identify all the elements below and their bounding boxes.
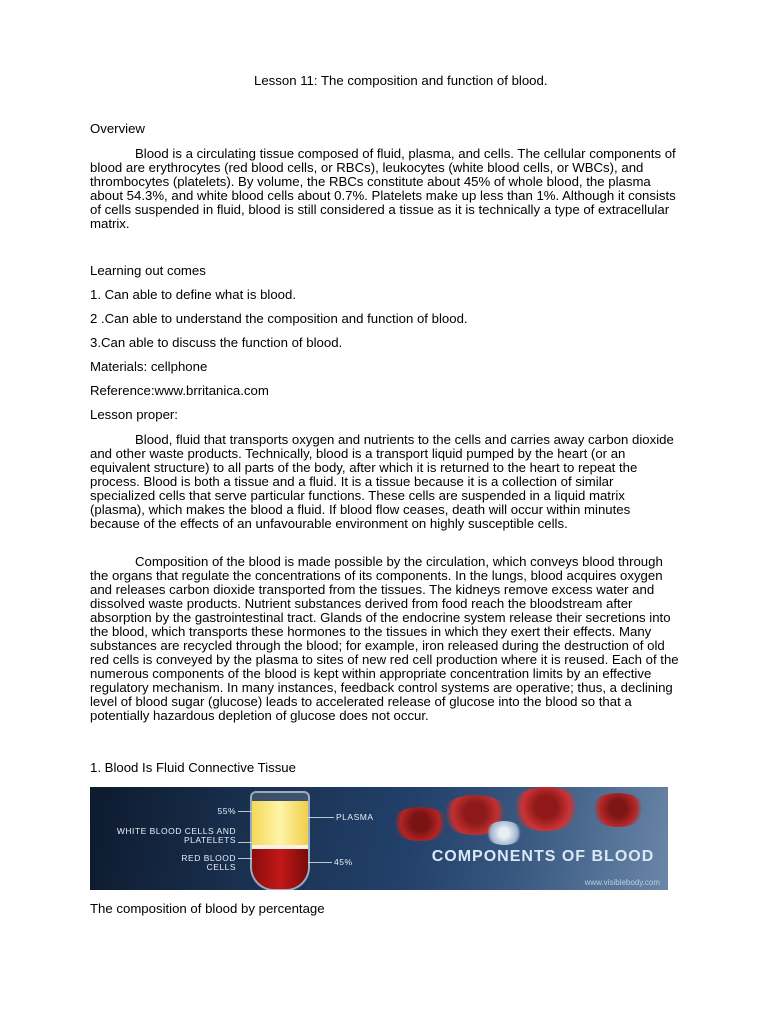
label-55-percent: 55% bbox=[217, 806, 236, 816]
components-of-blood-title: COMPONENTS OF BLOOD bbox=[431, 848, 655, 865]
outcome-item-1: 1. Can able to define what is blood. bbox=[90, 287, 297, 302]
label-45-percent: 45% bbox=[334, 857, 353, 867]
materials-line: Materials: cellphone bbox=[90, 359, 208, 374]
outcome-item-3: 3.Can able to discuss the function of blood. bbox=[90, 335, 343, 350]
section-heading: 1. Blood Is Fluid Connective Tissue bbox=[90, 760, 296, 775]
lesson-paragraph-1 bbox=[90, 433, 680, 531]
overview-heading: Overview bbox=[90, 121, 145, 136]
label-white-blood-cells: WHITE BLOOD CELLS AND PLATELETS bbox=[116, 826, 236, 845]
red-cell-graphic bbox=[590, 793, 646, 827]
test-tube-graphic bbox=[250, 791, 310, 890]
leader-line bbox=[238, 858, 252, 859]
red-cell-graphic bbox=[510, 787, 582, 831]
overview-text: Blood is a circulating tissue composed of fluid, plasma, and cells. The cellular components of blood are erythrocytes (red blood cells, or RBCs), leukocytes (white blood cells, or WBCs), and thrombocytes (platelets). By volume, the RBCs constitute about 45% of whole blood, the plasma about 54.3%, and white blood cells about 0.7%. Platelets make up less than 1%. Although it consists of cells suspended in fluid, blood is still considered a tissue as it is technically a type of extracellular matrix. bbox=[90, 146, 676, 231]
label-plasma: PLASMA bbox=[336, 812, 374, 822]
white-cell-graphic bbox=[485, 821, 523, 845]
label-red-blood-cells: RED BLOOD CELLS bbox=[181, 853, 236, 872]
plasma-layer bbox=[252, 801, 308, 845]
lesson-paragraph-1-text: Blood, fluid that transports oxygen and nutrients to the cells and carries away carbon dioxide and other waste products. Technically, blood is a transport liquid pumped by the heart (or an equivalent structure) to all parts of the body, after which it is returned to the heart to repeat the process. Blood is both a tissue and a fluid. It is a tissue because it is a collection of similar specialized cells that serve particular functions. These cells are suspended in a liquid matrix (plasma), which makes the blood a fluid. If blood flow ceases, death will occur within minutes because of the effects of an unfavourable environment on highly susceptible cells. bbox=[90, 432, 674, 531]
lesson-proper-heading: Lesson proper: bbox=[90, 407, 178, 422]
outcome-item-2: 2 .Can able to understand the composition and function of blood. bbox=[90, 311, 468, 326]
figure-caption: The composition of blood by percentage bbox=[90, 901, 325, 916]
leader-line bbox=[308, 862, 332, 863]
leader-line bbox=[238, 842, 252, 843]
leader-line bbox=[238, 811, 252, 812]
lesson-paragraph-2 bbox=[90, 555, 680, 723]
reference-line: Reference:www.brritanica.com bbox=[90, 383, 269, 398]
learning-outcomes-heading: Learning out comes bbox=[90, 263, 206, 278]
lesson-paragraph-2-text: Composition of the blood is made possible by the circulation, which conveys blood through the organs that regulate the concentrations of its components. In the lungs, blood acquires oxygen and releases carbon dioxide transported from the tissues. The kidneys remove excess water and dissolved waste products. Nutrient substances derived from food reach the bloodstream after absorption by the gastrointestinal tract. Glands of the endocrine system release their secretions into the blood, which transports these hormones to the tissues in which they exert their effects. Many substances are recycled through the blood; for example, iron released during the destruction of old red cells is conveyed by the plasma to sites of new red cell production where it is reused. Each of the numerous components of the blood is kept within appropriate concentration limits by an effective regulatory mechanism. In many instances, feedback control systems are operative; thus, a declining level of blood sugar (glucose) leads to accelerated release of glucose into the blood so that a potentially hazardous depletion of glucose does not occur. bbox=[90, 554, 679, 723]
visiblebody-watermark: www.visiblebody.com bbox=[584, 878, 660, 887]
lesson-title: Lesson 11: The composition and function of blood. bbox=[254, 73, 548, 88]
leader-line bbox=[308, 817, 334, 818]
red-cell-layer bbox=[252, 849, 308, 889]
blood-components-image bbox=[90, 787, 668, 890]
overview-paragraph bbox=[90, 147, 680, 231]
